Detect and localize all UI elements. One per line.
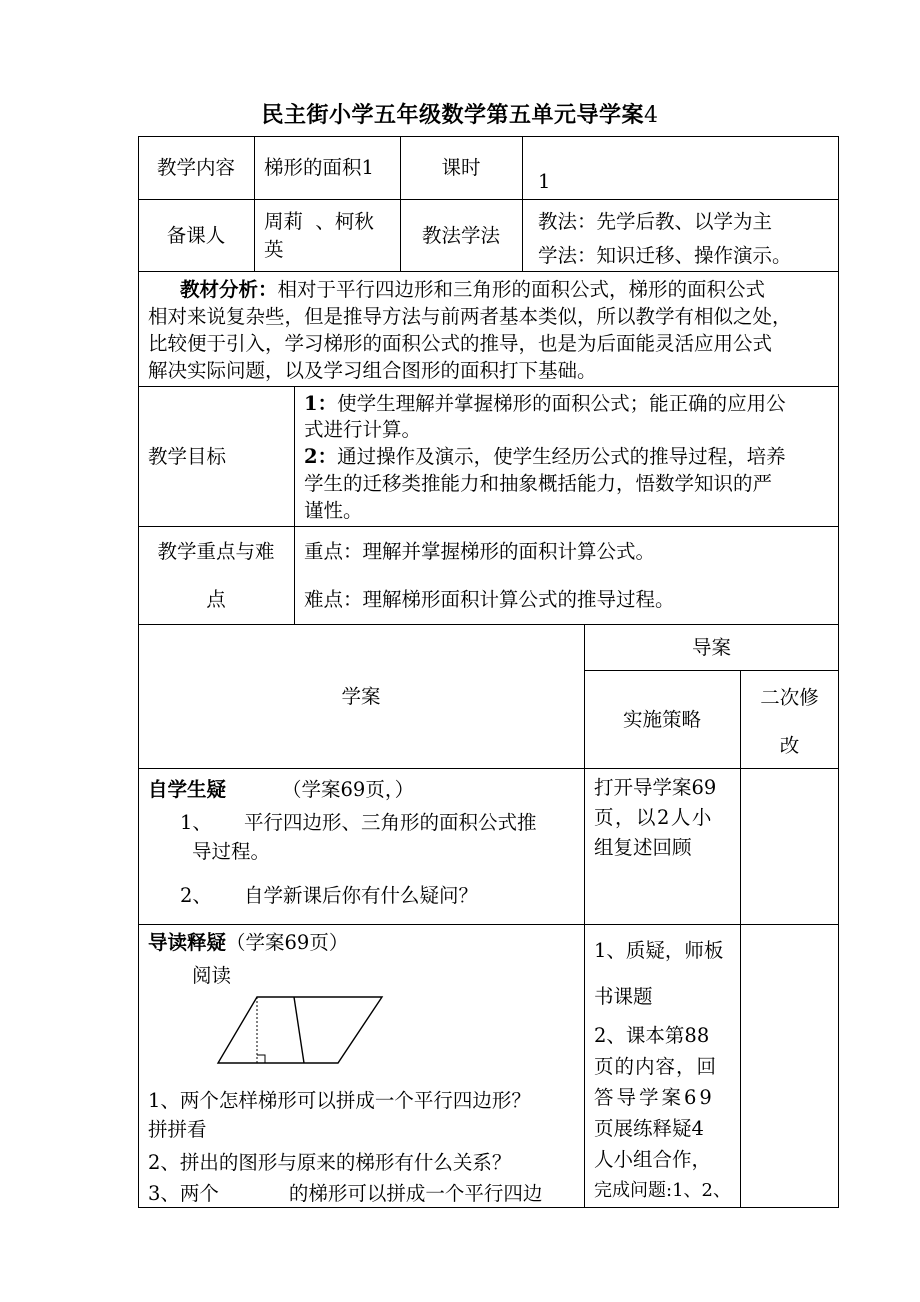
section2-q2: 2、拼出的图形与原来的梯形有什么关系？ bbox=[148, 1151, 512, 1174]
row-divider bbox=[138, 526, 839, 527]
header-guide-plan: 导案 bbox=[691, 636, 731, 659]
label-content: 教学内容 bbox=[156, 156, 235, 179]
section2-title: 导读释疑 bbox=[148, 931, 227, 954]
section1-title: 自学生疑 bbox=[148, 778, 227, 801]
objective-1-line-1: 1：使学生理解并掌握梯形的面积公式；能正确的应用公 bbox=[304, 392, 786, 415]
analysis-line-4: 解决实际问题，以及学习组合图形的面积打下基础。 bbox=[148, 359, 597, 382]
header-revision: 二次修 bbox=[760, 686, 819, 709]
objective-2-line-3: 谨性。 bbox=[304, 499, 363, 522]
lesson-period: 1 bbox=[538, 170, 551, 193]
preparer-name: 周莉 、柯秋 bbox=[264, 210, 374, 233]
preparer-name-cont: 英 bbox=[264, 238, 284, 261]
section1-q1-cont: 导过程。 bbox=[192, 840, 271, 863]
section2-read: 阅读 bbox=[192, 964, 232, 987]
section2-strategy-5: 答导学案69 bbox=[594, 1086, 715, 1109]
row-divider bbox=[138, 624, 839, 625]
section1-q1-num: 1、 bbox=[180, 811, 212, 834]
learning-method: 学法：知识迁移、操作演示。 bbox=[538, 244, 792, 267]
label-key-points: 教学重点与难 bbox=[157, 540, 275, 563]
analysis-line-3: 比较便于引入，学习梯形的面积公式的推导，也是为后面能灵活应用公式 bbox=[148, 332, 773, 355]
row-divider bbox=[138, 271, 839, 272]
col-divider bbox=[254, 136, 255, 271]
key-point: 重点：理解并掌握梯形的面积计算公式。 bbox=[304, 540, 656, 563]
section1-strategy-1: 打开导学案69 bbox=[594, 776, 717, 799]
header-strategy: 实施策略 bbox=[622, 708, 701, 731]
dividing-line bbox=[294, 997, 304, 1063]
section2-strategy-2: 书课题 bbox=[594, 985, 653, 1008]
section2-strategy-3: 2、课本第88 bbox=[594, 1024, 710, 1047]
row-divider bbox=[584, 670, 839, 671]
section2-q1-cont: 拼拼看 bbox=[148, 1118, 207, 1141]
section2-strategy-1: 1、质疑，师板 bbox=[594, 939, 724, 962]
right-angle-mark bbox=[257, 1055, 265, 1063]
header-study-plan: 学案 bbox=[341, 685, 381, 708]
objective-2-line-1: 2：通过操作及演示，使学生经历公式的推导过程，培养 bbox=[304, 445, 786, 468]
section2-q3: 3、两个 的梯形可以拼成一个平行四边 bbox=[148, 1180, 542, 1208]
section2-strategy-4: 页的内容，回 bbox=[594, 1055, 718, 1078]
label-method: 教法学法 bbox=[421, 224, 500, 247]
analysis-line-1: 教材分析：相对于平行四边形和三角形的面积公式，梯形的面积公式 bbox=[180, 278, 766, 301]
section1-q2: 自学新课后你有什么疑问？ bbox=[244, 884, 479, 907]
label-objectives: 教学目标 bbox=[148, 445, 227, 468]
section2-strategy-6: 页展练释疑4 bbox=[594, 1117, 704, 1140]
lesson-content: 梯形的面积1 bbox=[264, 156, 374, 179]
section1-heading: 自学生疑 （学案69页，） bbox=[148, 778, 415, 801]
section2-heading: 导读释疑（学案69页） bbox=[148, 931, 349, 954]
section2-strategy-8: 完成问题:1、2、 bbox=[594, 1180, 731, 1201]
parallelogram-outline bbox=[218, 997, 382, 1063]
teaching-method: 教法：先学后教、以学为主 bbox=[538, 210, 773, 233]
objective-1-line-2: 式进行计算。 bbox=[304, 418, 422, 441]
col-divider bbox=[522, 136, 523, 271]
row-divider bbox=[138, 924, 839, 925]
section2-q1: 1、两个怎样梯形可以拼成一个平行四边形？ bbox=[148, 1089, 531, 1112]
section1-q1: 平行四边形、三角形的面积公式推 bbox=[244, 811, 537, 834]
analysis-label: 教材分析： bbox=[180, 278, 278, 301]
section1-q2-num: 2、 bbox=[180, 884, 212, 907]
label-key-points-cont: 点 bbox=[206, 588, 226, 611]
section1-strategy-2: 页，以2人小 bbox=[594, 806, 713, 829]
col-divider bbox=[294, 386, 295, 624]
label-preparer: 备课人 bbox=[166, 224, 226, 247]
analysis-line-2: 相对来说复杂些，但是推导方法与前两者基本类似，所以教学有相似之处， bbox=[148, 305, 792, 328]
section2-strategy-7: 人小组合作， bbox=[594, 1148, 712, 1171]
row-divider bbox=[138, 199, 839, 200]
fill-in-blank[interactable] bbox=[219, 1187, 289, 1208]
label-period: 课时 bbox=[441, 156, 481, 179]
header-revision-cont: 改 bbox=[779, 734, 800, 757]
difficult-point: 难点：理解梯形面积计算公式的推导过程。 bbox=[304, 588, 675, 611]
section1-strategy-3: 组复述回顾 bbox=[594, 836, 692, 859]
objective-2-line-2: 学生的迁移类推能力和抽象概括能力，悟数学知识的严 bbox=[304, 472, 773, 495]
row-divider bbox=[138, 768, 839, 769]
row-divider bbox=[138, 386, 839, 387]
page-title: 民主街小学五年级数学第五单元导学案4 bbox=[261, 102, 659, 128]
trapezoid-parallelogram-figure bbox=[212, 996, 388, 1066]
